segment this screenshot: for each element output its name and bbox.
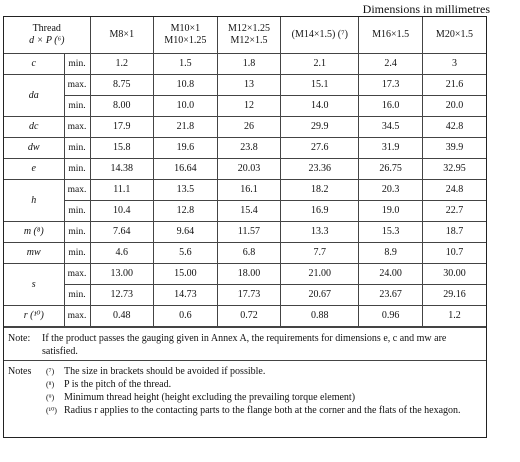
- col-header: [154, 17, 218, 54]
- limit-cell: min.: [64, 96, 90, 117]
- value-cell: 24.8: [422, 180, 486, 201]
- notes-label-spacer: [8, 391, 46, 404]
- notes-block: [4, 360, 486, 417]
- value-cell: 18.7: [422, 222, 486, 243]
- table-row: [4, 222, 486, 243]
- value-cell: 10.0: [154, 96, 218, 117]
- value-cell: 20.3: [359, 180, 423, 201]
- value-cell: 8.00: [90, 96, 154, 117]
- value-cell: 15.00: [154, 264, 218, 285]
- value-cell: 23.67: [359, 285, 423, 306]
- value-cell: 14.38: [90, 159, 154, 180]
- symbol-cell: r (¹⁰): [4, 306, 64, 327]
- value-cell: 1.8: [217, 54, 281, 75]
- value-cell: 0.88: [281, 306, 359, 327]
- value-cell: 30.00: [422, 264, 486, 285]
- notes-text: Minimum thread height (height excluding the prevailing torque element): [64, 392, 356, 403]
- symbol-cell: s: [4, 264, 64, 306]
- table-row: [4, 117, 486, 138]
- value-cell: 18.2: [281, 180, 359, 201]
- value-cell: 17.9: [90, 117, 154, 138]
- value-cell: 1.2: [90, 54, 154, 75]
- value-cell: 18.00: [217, 264, 281, 285]
- symbol-cell: da: [4, 75, 64, 117]
- value-cell: 12.73: [90, 285, 154, 306]
- value-cell: 1.5: [154, 54, 218, 75]
- symbol-cell: e: [4, 159, 64, 180]
- col-header-line1: M16×1.5: [372, 29, 410, 40]
- limit-cell: max.: [64, 306, 90, 327]
- value-cell: 1.2: [422, 306, 486, 327]
- value-cell: 16.0: [359, 96, 423, 117]
- value-cell: 20.03: [217, 159, 281, 180]
- value-cell: 42.8: [422, 117, 486, 138]
- value-cell: 22.7: [422, 201, 486, 222]
- value-cell: 20.67: [281, 285, 359, 306]
- col-header: [217, 17, 281, 54]
- limit-cell: max.: [64, 117, 90, 138]
- notes-number: (¹⁰): [46, 406, 57, 415]
- value-cell: 11.1: [90, 180, 154, 201]
- table-row: [4, 201, 486, 222]
- table-body: [4, 54, 486, 327]
- notes-number: (⁸): [46, 380, 55, 389]
- thread-header: [4, 17, 90, 54]
- value-cell: 10.4: [90, 201, 154, 222]
- value-cell: 14.73: [154, 285, 218, 306]
- value-cell: 32.95: [422, 159, 486, 180]
- value-cell: 15.8: [90, 138, 154, 159]
- table-header-row: [4, 17, 486, 54]
- symbol-cell: c: [4, 54, 64, 75]
- value-cell: 21.00: [281, 264, 359, 285]
- symbol-cell: h: [4, 180, 64, 222]
- value-cell: 2.1: [281, 54, 359, 75]
- notes-number: (⁷): [46, 367, 55, 376]
- value-cell: 0.72: [217, 306, 281, 327]
- table-row: [4, 180, 486, 201]
- limit-cell: min.: [64, 201, 90, 222]
- value-cell: 16.64: [154, 159, 218, 180]
- limit-cell: min.: [64, 222, 90, 243]
- value-cell: 10.7: [422, 243, 486, 264]
- value-cell: 13: [217, 75, 281, 96]
- value-cell: 20.0: [422, 96, 486, 117]
- col-header-line1: M10×1: [170, 23, 201, 34]
- value-cell: 8.75: [90, 75, 154, 96]
- value-cell: 7.64: [90, 222, 154, 243]
- value-cell: 39.9: [422, 138, 486, 159]
- table-row: [4, 285, 486, 306]
- limit-cell: min.: [64, 285, 90, 306]
- note-label: Note:: [8, 333, 31, 344]
- value-cell: 24.00: [359, 264, 423, 285]
- notes-text: Radius r applies to the contacting parts to the flange both at the corner and the flats of the hexagon.: [64, 405, 461, 416]
- table-row: [4, 264, 486, 285]
- col-header-line2: M10×1.25: [164, 35, 207, 46]
- value-cell: 14.0: [281, 96, 359, 117]
- col-header: [359, 17, 423, 54]
- table-row: [4, 306, 486, 327]
- spec-table-frame: [3, 16, 487, 438]
- note-text: If the product passes the gauging given in Annex A, the requirements for dimensions e, c and mw are satisfied.: [42, 333, 447, 357]
- note-block: [4, 327, 486, 360]
- value-cell: 12.8: [154, 201, 218, 222]
- value-cell: 0.96: [359, 306, 423, 327]
- value-cell: 26: [217, 117, 281, 138]
- value-cell: 17.73: [217, 285, 281, 306]
- value-cell: 3: [422, 54, 486, 75]
- value-cell: 19.0: [359, 201, 423, 222]
- value-cell: 4.6: [90, 243, 154, 264]
- value-cell: 16.9: [281, 201, 359, 222]
- value-cell: 27.6: [281, 138, 359, 159]
- col-header-line2: M12×1.5: [230, 35, 268, 46]
- value-cell: 15.1: [281, 75, 359, 96]
- dimensions-table: [4, 17, 486, 327]
- limit-cell: min.: [64, 54, 90, 75]
- value-cell: 2.4: [359, 54, 423, 75]
- value-cell: 5.6: [154, 243, 218, 264]
- value-cell: 23.8: [217, 138, 281, 159]
- notes-item: [8, 365, 482, 378]
- limit-cell: min.: [64, 243, 90, 264]
- table-row: [4, 54, 486, 75]
- value-cell: 16.1: [217, 180, 281, 201]
- value-cell: 29.16: [422, 285, 486, 306]
- value-cell: 15.3: [359, 222, 423, 243]
- limit-cell: max.: [64, 264, 90, 285]
- notes-item: [8, 404, 482, 417]
- value-cell: 9.64: [154, 222, 218, 243]
- table-row: [4, 96, 486, 117]
- value-cell: 31.9: [359, 138, 423, 159]
- symbol-cell: mw: [4, 243, 64, 264]
- col-header: [422, 17, 486, 54]
- value-cell: 21.8: [154, 117, 218, 138]
- dimensions-caption: Dimensions in millimetres: [362, 2, 490, 16]
- limit-cell: max.: [64, 180, 90, 201]
- value-cell: 10.8: [154, 75, 218, 96]
- value-cell: 12: [217, 96, 281, 117]
- col-header: [281, 17, 359, 54]
- notes-text: P is the pitch of the thread.: [64, 379, 172, 390]
- value-cell: 0.48: [90, 306, 154, 327]
- value-cell: 13.5: [154, 180, 218, 201]
- notes-item: [8, 391, 482, 404]
- col-header-line1: M20×1.5: [435, 29, 473, 40]
- col-header-line1: M8×1: [109, 29, 135, 40]
- table-row: [4, 159, 486, 180]
- value-cell: 19.6: [154, 138, 218, 159]
- value-cell: 13.00: [90, 264, 154, 285]
- value-cell: 29.9: [281, 117, 359, 138]
- value-cell: 8.9: [359, 243, 423, 264]
- limit-cell: min.: [64, 159, 90, 180]
- symbol-cell: dw: [4, 138, 64, 159]
- limit-cell: min.: [64, 138, 90, 159]
- value-cell: 26.75: [359, 159, 423, 180]
- value-cell: 17.3: [359, 75, 423, 96]
- col-header-line1: (M14×1.5) (⁷): [291, 29, 348, 40]
- col-header-line1: M12×1.25: [227, 23, 270, 34]
- table-row: [4, 75, 486, 96]
- value-cell: 7.7: [281, 243, 359, 264]
- notes-label: Notes: [8, 366, 32, 377]
- value-cell: 15.4: [217, 201, 281, 222]
- notes-label-spacer: [8, 404, 46, 417]
- thread-header-title: Thread: [32, 23, 61, 34]
- notes-label-spacer: [8, 378, 46, 391]
- notes-text: The size in brackets should be avoided if possible.: [64, 366, 266, 377]
- limit-cell: max.: [64, 75, 90, 96]
- table-row: [4, 138, 486, 159]
- value-cell: 0.6: [154, 306, 218, 327]
- symbol-cell: dc: [4, 117, 64, 138]
- col-header: [90, 17, 154, 54]
- thread-header-sub: d × P (⁶): [29, 35, 65, 46]
- notes-item: [8, 378, 482, 391]
- value-cell: 21.6: [422, 75, 486, 96]
- symbol-cell: m (⁸): [4, 222, 64, 243]
- value-cell: 13.3: [281, 222, 359, 243]
- table-row: [4, 243, 486, 264]
- value-cell: 34.5: [359, 117, 423, 138]
- value-cell: 23.36: [281, 159, 359, 180]
- value-cell: 11.57: [217, 222, 281, 243]
- value-cell: 6.8: [217, 243, 281, 264]
- notes-number: (⁹): [46, 393, 55, 402]
